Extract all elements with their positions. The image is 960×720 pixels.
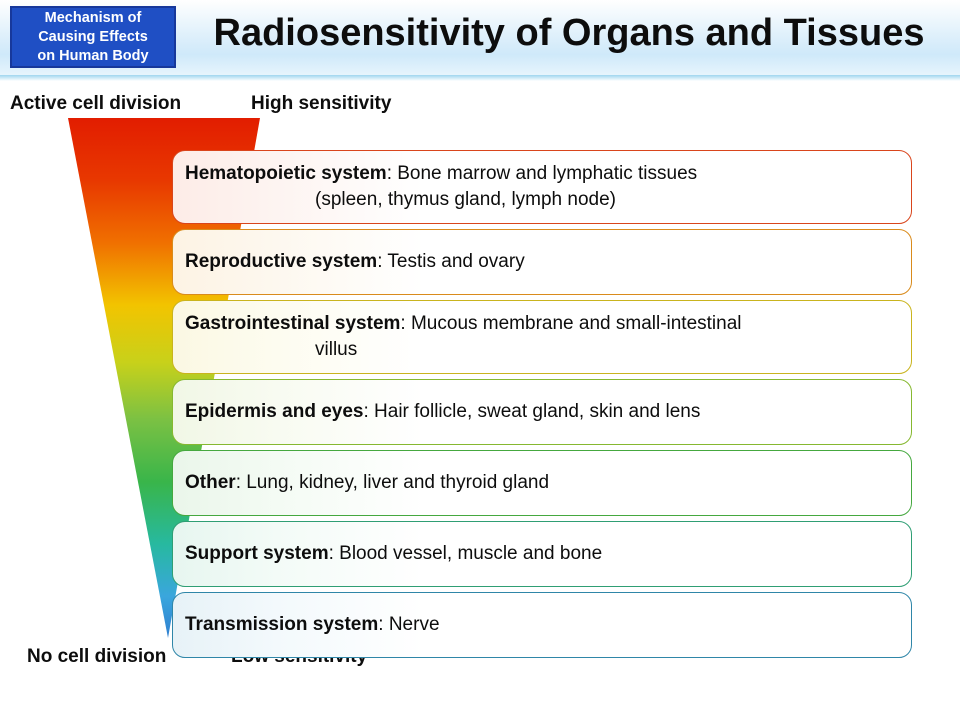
section-badge (10, 6, 176, 68)
badge-line-1: Mechanism of (44, 9, 142, 26)
table-row[interactable] (172, 229, 912, 295)
table-row[interactable] (172, 521, 912, 587)
page-header (0, 0, 960, 81)
badge-line-2: Causing Effects (38, 28, 148, 45)
row-text (185, 612, 440, 638)
row-detail-line2: villus (315, 339, 358, 360)
table-row[interactable] (172, 379, 912, 445)
row-detail: : Testis and ovary (377, 251, 525, 272)
row-text (185, 399, 700, 425)
row-title: Transmission system (185, 614, 379, 635)
row-detail: : Bone marrow and lymphatic tissues (386, 163, 698, 184)
page-title: Radiosensitivity of Organs and Tissues (213, 12, 925, 54)
row-text (185, 249, 525, 275)
row-title: Hematopoietic system (185, 163, 387, 184)
table-row[interactable] (172, 150, 912, 224)
row-title: Reproductive system (185, 251, 378, 272)
row-detail: : Mucous membrane and small-intestinal (400, 313, 742, 334)
label-no-cell-division: No cell division (27, 646, 167, 667)
table-row[interactable] (172, 592, 912, 658)
table-row[interactable] (172, 450, 912, 516)
row-text (185, 311, 742, 363)
row-detail: : Lung, kidney, liver and thyroid gland (235, 472, 550, 493)
header-divider (0, 75, 960, 81)
label-high-sensitivity: High sensitivity (251, 93, 392, 114)
row-detail: : Hair follicle, sweat gland, skin and lens (363, 401, 701, 422)
row-detail: : Blood vessel, muscle and bone (328, 543, 603, 564)
row-text (185, 161, 697, 213)
row-text (185, 470, 549, 496)
row-title: Epidermis and eyes (185, 401, 364, 422)
row-title: Support system (185, 543, 329, 564)
row-text (185, 541, 602, 567)
row-title: Other (185, 472, 236, 493)
row-detail: : Nerve (378, 614, 440, 635)
radiosensitivity-row-list (172, 150, 912, 663)
row-detail-line2: (spleen, thymus gland, lymph node) (315, 189, 616, 210)
badge-line-3: on Human Body (37, 47, 149, 64)
row-title: Gastrointestinal system (185, 313, 401, 334)
label-active-cell-division: Active cell division (10, 93, 182, 114)
table-row[interactable] (172, 300, 912, 374)
